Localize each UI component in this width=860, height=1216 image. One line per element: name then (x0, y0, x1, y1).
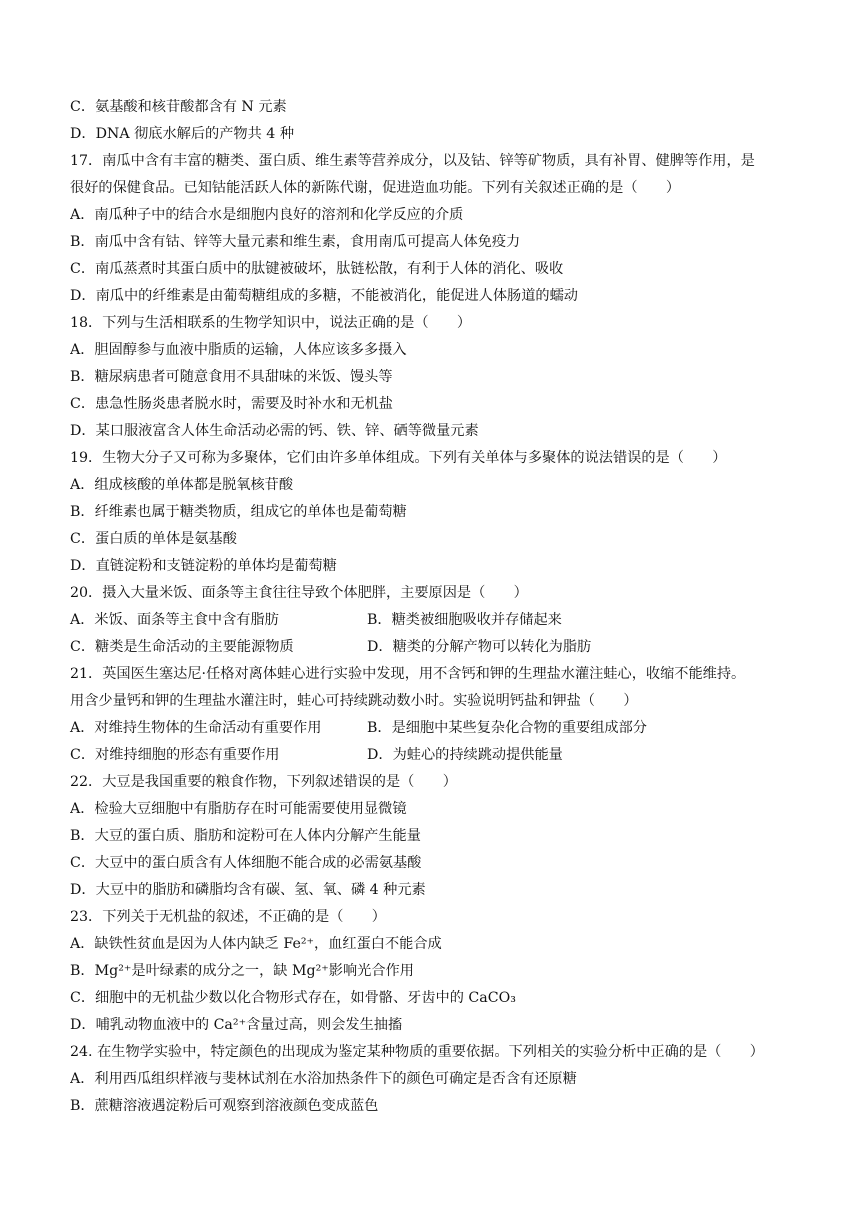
q22-stem: 22．大豆是我国重要的粮食作物，下列叙述错误的是（ ） (70, 774, 457, 790)
q19-option-a: A．组成核酸的单体都是脱氧核苷酸 (70, 477, 294, 493)
q24-option-a: A．利用西瓜组织样液与斐林试剂在水浴加热条件下的颜色可确定是否含有还原糖 (70, 1071, 577, 1087)
q17-option-b: B．南瓜中含有钴、锌等大量元素和维生素，食用南瓜可提高人体免疫力 (70, 234, 521, 250)
q21-options-row2 (70, 742, 800, 769)
q20-options-row1 (70, 607, 800, 634)
q23-stem: 23．下列关于无机盐的叙述，不正确的是（ ） (70, 909, 386, 925)
q23-option-d: D．哺乳动物血液中的 Ca²⁺含量过高，则会发生抽搐 (70, 1017, 403, 1033)
q17-stem: 17．南瓜中含有丰富的糖类、蛋白质、维生素等营养成分，以及钴、锌等矿物质，具有补胃、健脾等作用，是 (70, 153, 755, 169)
q18-option-b: B．糖尿病患者可随意食用不具甜味的米饭、馒头等 (70, 369, 393, 385)
q16-option-c: C．氨基酸和核苷酸都含有 N 元素 (70, 99, 287, 115)
q22-option-d: D．大豆中的脂肪和磷脂均含有碳、氢、氧、磷 4 种元素 (70, 882, 426, 898)
q21-options-row1 (70, 715, 800, 742)
q20-option-b: B．糖类被细胞吸收并存储起来 (367, 612, 562, 628)
q21-option-b: B．是细胞中某些复杂化合物的重要组成部分 (367, 720, 647, 736)
q18-option-a: A．胆固醇参与血液中脂质的运输，人体应该多多摄入 (70, 342, 407, 358)
q19-option-b: B．纤维素也属于糖类物质，组成它的单体也是葡萄糖 (70, 504, 407, 520)
document-page (70, 94, 800, 1120)
q20-option-c: C．糖类是生命活动的主要能源物质 (70, 639, 294, 655)
q21-option-a: A．对维持生物体的生命活动有重要作用 (70, 720, 322, 736)
q18-option-d: D．某口服液富含人体生命活动必需的钙、铁、锌、硒等微量元素 (70, 423, 479, 439)
q20-options-row2 (70, 634, 800, 661)
q18-stem: 18．下列与生活相联系的生物学知识中，说法正确的是（ ） (70, 315, 472, 331)
q17-stem-cont: 很好的保健食品。已知钴能活跃人体的新陈代谢，促进造血功能。下列有关叙述正确的是（ ） (70, 180, 681, 196)
q22-option-b: B．大豆的蛋白质、脂肪和淀粉可在人体内分解产生能量 (70, 828, 421, 844)
q20-option-a: A．米饭、面条等主食中含有脂肪 (70, 612, 279, 628)
q19-option-c: C．蛋白质的单体是氨基酸 (70, 531, 237, 547)
q23-option-a: A．缺铁性贫血是因为人体内缺乏 Fe²⁺，血红蛋白不能合成 (70, 936, 442, 952)
q19-stem: 19．生物大分子又可称为多聚体，它们由许多单体组成。下列有关单体与多聚体的说法错误的是（ ） (70, 450, 727, 466)
q18-option-c: C．患急性肠炎患者脱水时，需要及时补水和无机盐 (70, 396, 393, 412)
q24-option-b: B．蔗糖溶液遇淀粉后可观察到溶液颜色变成蓝色 (70, 1098, 379, 1114)
q22-option-a: A．检验大豆细胞中有脂肪存在时可能需要使用显微镜 (70, 801, 407, 817)
q21-option-c: C．对维持细胞的形态有重要作用 (70, 747, 280, 763)
q23-option-c: C．细胞中的无机盐少数以化合物形式存在，如骨骼、牙齿中的 CaCO₃ (70, 990, 516, 1006)
q23-option-b: B．Mg²⁺是叶绿素的成分之一，缺 Mg²⁺影响光合作用 (70, 963, 414, 979)
q21-stem-cont: 用含少量钙和钾的生理盐水灌注时，蛙心可持续跳动数小时。实验说明钙盐和钾盐（ ） (70, 693, 638, 709)
q17-option-a: A．南瓜种子中的结合水是细胞内良好的溶剂和化学反应的介质 (70, 207, 464, 223)
q24-stem: 24. 在生物学实验中，特定颜色的出现成为鉴定某种物质的重要依据。下列相关的实验分析中正确的是（ ） (70, 1044, 764, 1060)
q17-option-d: D．南瓜中的纤维素是由葡萄糖组成的多糖，不能被消化，能促进人体肠道的蠕动 (70, 288, 578, 304)
q19-option-d: D．直链淀粉和支链淀粉的单体均是葡萄糖 (70, 558, 337, 574)
q16-option-d: D．DNA 彻底水解后的产物共 4 种 (70, 126, 295, 142)
q20-stem: 20．摄入大量米饭、面条等主食往往导致个体肥胖，主要原因是（ ） (70, 585, 528, 601)
q20-option-d: D．糖类的分解产物可以转化为脂肪 (367, 639, 592, 655)
q21-option-d: D．为蛙心的持续跳动提供能量 (367, 747, 563, 763)
q22-option-c: C．大豆中的蛋白质含有人体细胞不能合成的必需氨基酸 (70, 855, 422, 871)
q21-stem: 21．英国医生塞达尼·任格对离体蛙心进行实验中发现，用不含钙和钾的生理盐水灌注蛙心，收缩不能维持。 (70, 666, 746, 682)
q17-option-c: C．南瓜蒸煮时其蛋白质中的肽键被破坏，肽链松散，有利于人体的消化、吸收 (70, 261, 564, 277)
